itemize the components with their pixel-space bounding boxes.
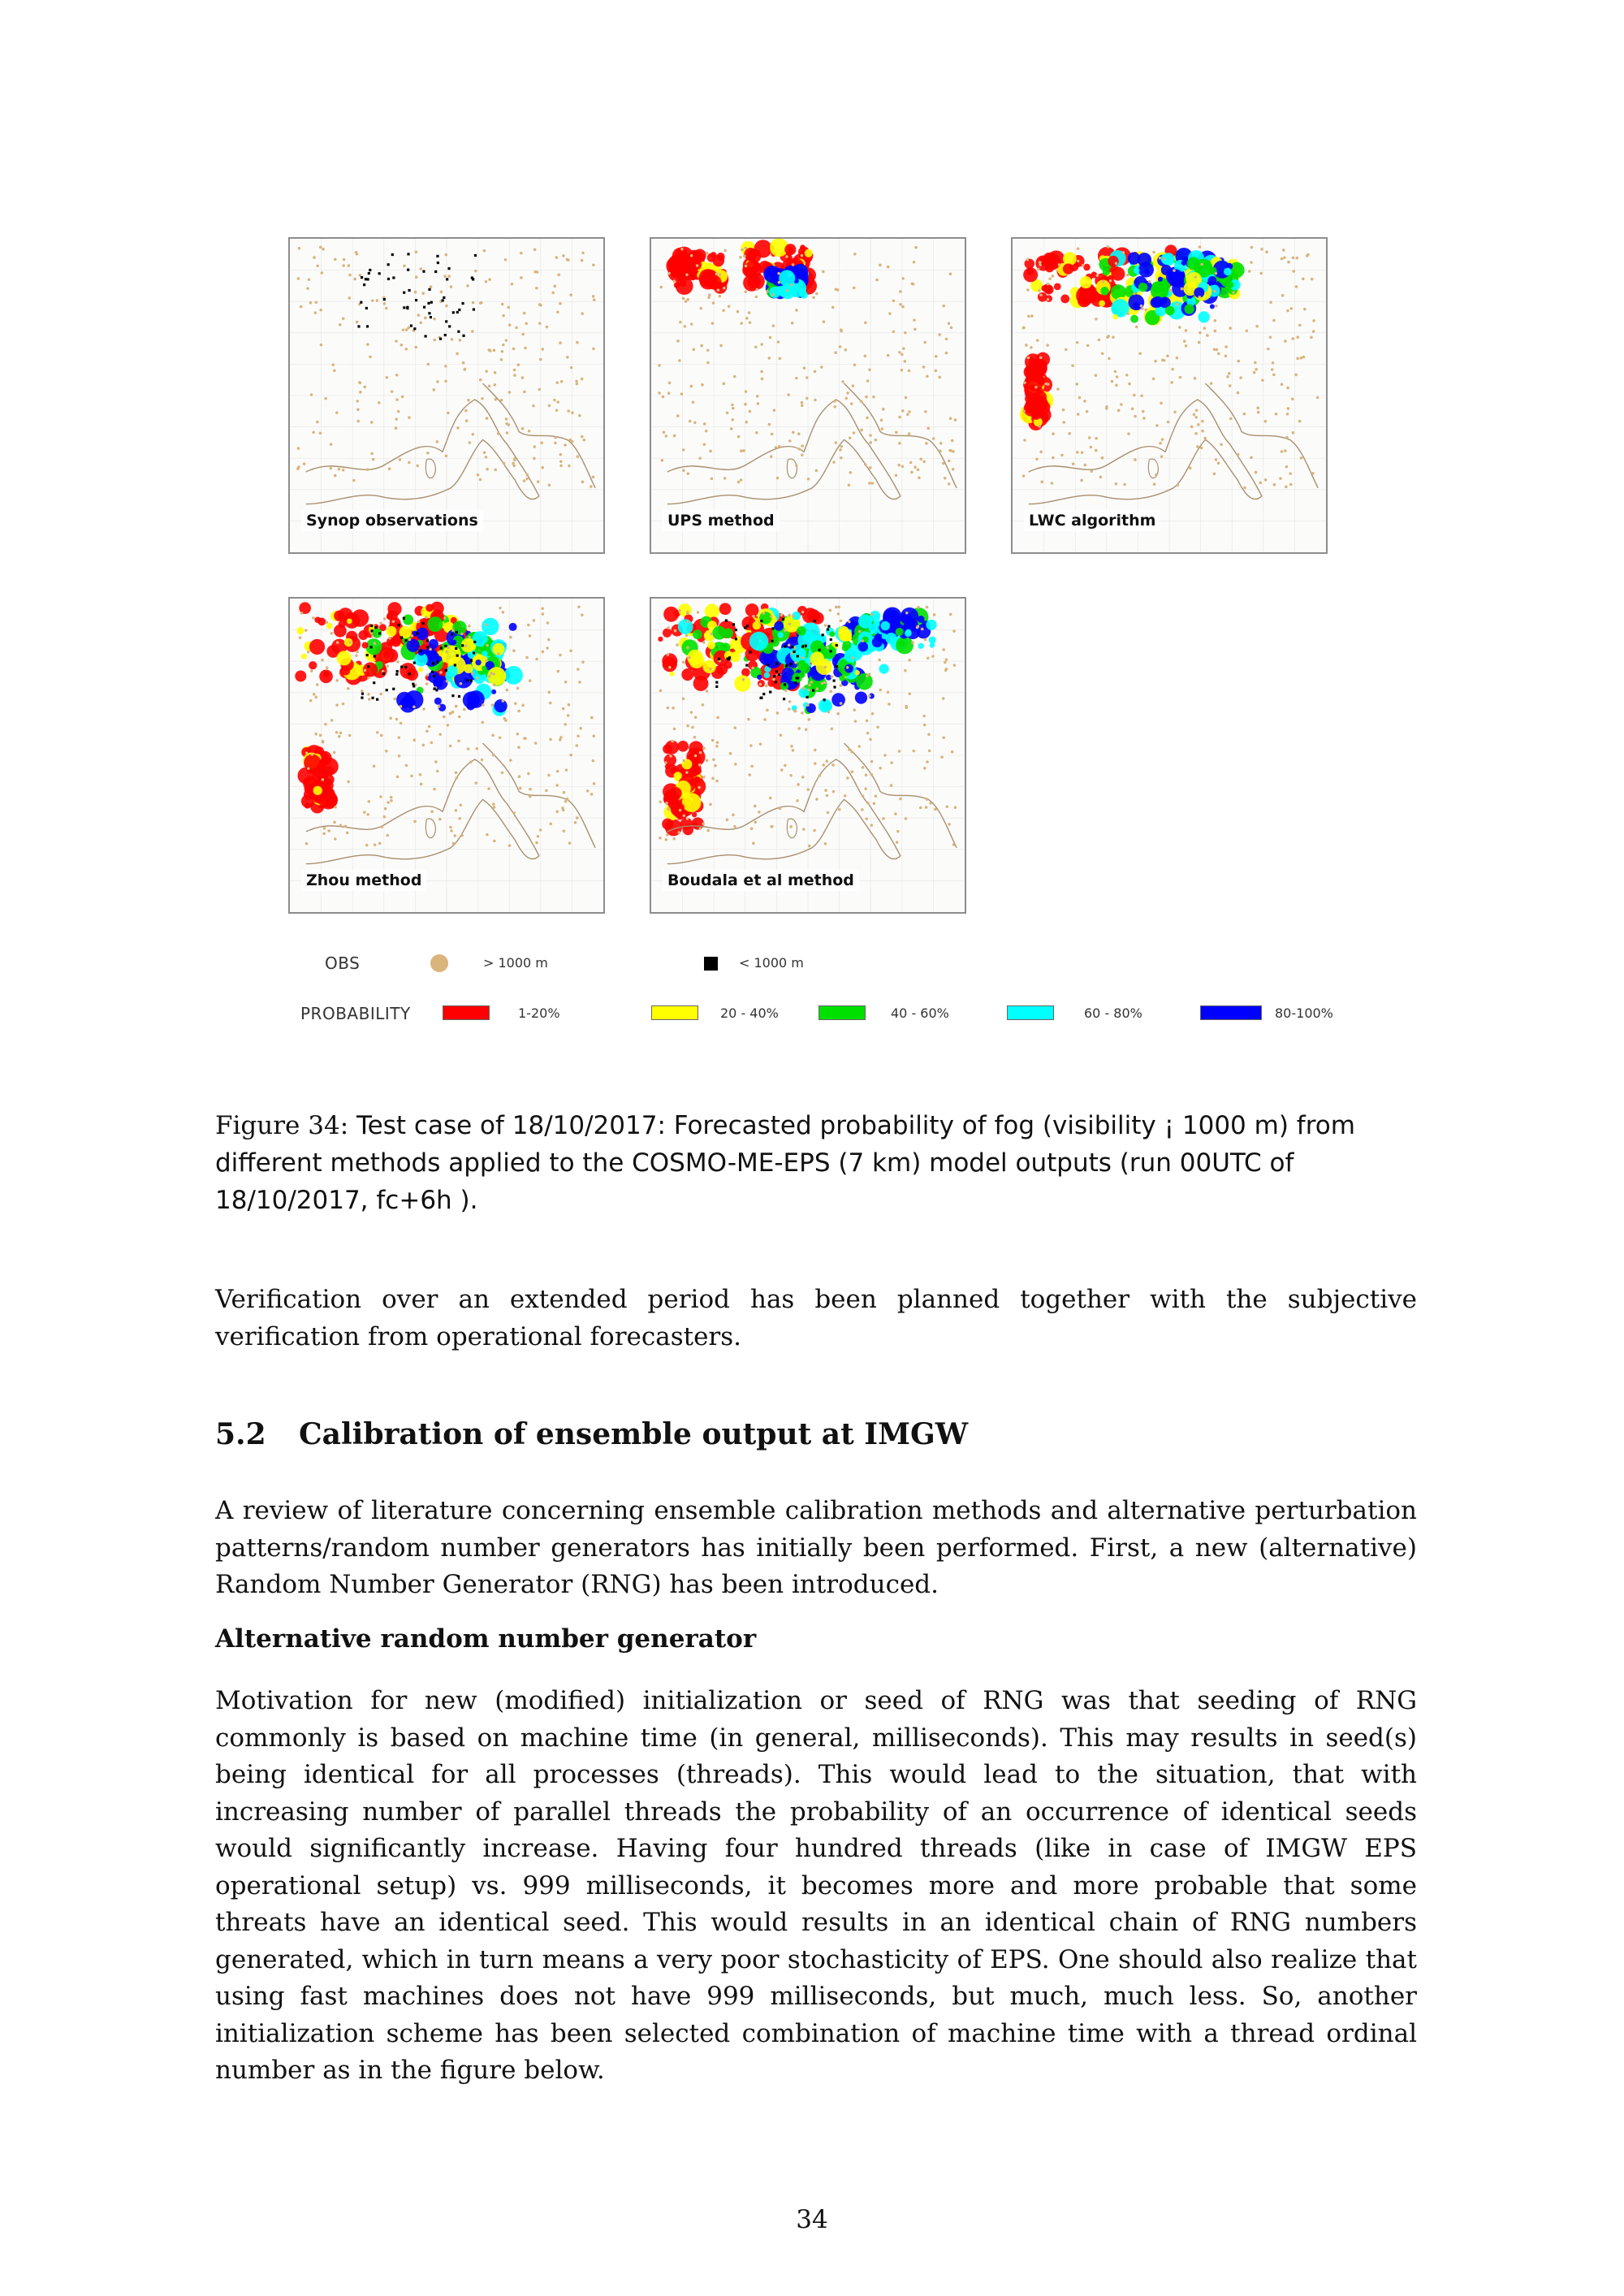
- map-synop-observations: [288, 237, 605, 554]
- map-label: Boudala et al method: [663, 870, 859, 891]
- map-label: Zhou method: [301, 870, 426, 891]
- map-synop-plot: [290, 239, 603, 552]
- subsection-heading: Alternative random number generator: [215, 1624, 757, 1654]
- obs-square-icon: [704, 957, 718, 971]
- swatch-40-60: [818, 1005, 866, 1020]
- obs-circle-icon: [430, 954, 448, 972]
- map-lwc-plot: [1013, 239, 1326, 552]
- swatch-20-40: [651, 1005, 698, 1020]
- map-label: UPS method: [663, 510, 780, 531]
- map-zhou-plot: [290, 599, 603, 912]
- swatch-1-20: [443, 1005, 490, 1020]
- section-number: 5.2: [215, 1417, 266, 1451]
- map-label: Synop observations: [301, 510, 483, 531]
- map-lwc-algorithm: [1011, 237, 1328, 554]
- map-ups-plot: [651, 239, 965, 552]
- map-label: LWC algorithm: [1024, 510, 1160, 531]
- swatch-60-80: [1007, 1005, 1054, 1020]
- figure-caption: [215, 1107, 1417, 1219]
- map-boudala-plot: [651, 599, 965, 912]
- swatch-60-80-text: 60 - 80%: [1084, 1005, 1142, 1021]
- legend-probability-label: PROBABILITY: [300, 1004, 411, 1023]
- swatch-1-20-text: 1-20%: [518, 1005, 560, 1021]
- map-zhou-method: [288, 597, 605, 914]
- swatch-80-100-text: 80-100%: [1275, 1005, 1333, 1021]
- map-ups-method: [650, 237, 966, 554]
- map-boudala-method: [650, 597, 966, 914]
- page-number: 34: [796, 2205, 828, 2234]
- legend-obs-gt-text: > 1000 m: [483, 955, 548, 971]
- paragraph-motivation: Motivation for new (modified) initialization or seed of RNG was that seeding of RNG commonly is based on machine time (in general, milliseconds). This may results in seed(s) being identical for all processes (threads). This would lead to the situation, that with increasing number of parallel threads the probability of an occurrence of identical seeds would significantly increase. Having four hundred threads (like in case of IMGW EPS operational setup) vs. 999 milliseconds, it becomes more and more probable that some threats have an identical seed. This would results in an identical chain of RNG numbers generated, which in turn means a very poor stochasticity of EPS. One should also realize that using fast machines does not have 999 milliseconds, but much, much less. So, another initialization scheme has been selected combination of machine time with a thread ordinal number as in the figure below.: [215, 1686, 1417, 2085]
- swatch-20-40-text: 20 - 40%: [720, 1005, 779, 1021]
- legend-obs-label: OBS: [325, 953, 361, 973]
- legend-obs-lt-text: < 1000 m: [739, 955, 804, 971]
- paragraph-verification: Verification over an extended period has been planned together with the subjective verification from operational forecasters.: [215, 1285, 1417, 1351]
- swatch-40-60-text: 40 - 60%: [891, 1005, 949, 1021]
- section-heading: [215, 1417, 968, 1451]
- swatch-80-100: [1200, 1005, 1262, 1020]
- paragraph-review: A review of literature concerning ensemble calibration methods and alternative perturbation patterns/random number generators has initially been performed. First, a new (alternative) Random Number Generator (RNG) has been introduced.: [215, 1496, 1417, 1599]
- figure-number: Figure 34:: [215, 1111, 349, 1140]
- caption-text: Test case of 18/10/2017: Forecasted probability of fog (visibility ¡ 1000 m) from different methods applied to the COSMO-ME-EPS (7 km) model outputs (run 00UTC of 18/10/2017, fc+6h ).: [215, 1111, 1355, 1215]
- section-title: Calibration of ensemble output at IMGW: [299, 1417, 969, 1451]
